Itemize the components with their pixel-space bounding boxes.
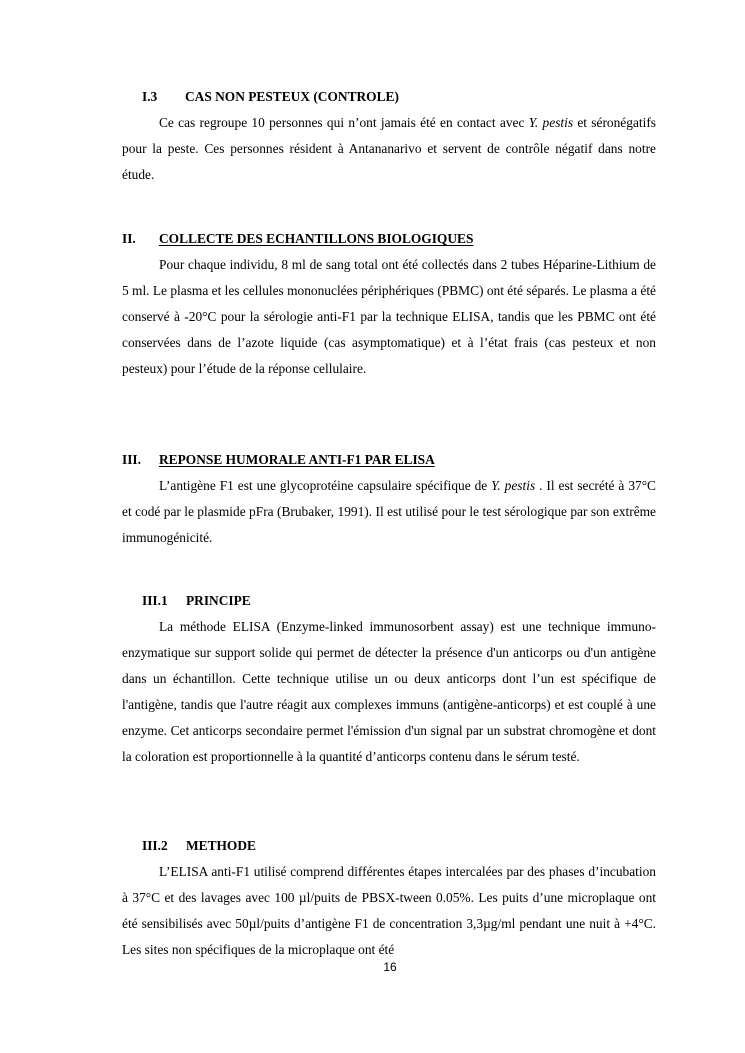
species-name: Y. pestis [491,478,536,493]
section-number: II. [122,231,136,246]
paragraph-iii [122,473,656,551]
section-heading-iii2 [142,838,256,854]
section-number: III. [122,452,141,467]
section-heading-ii [122,231,473,247]
section-heading-i3 [142,89,399,105]
page-number: 16 [383,960,397,974]
section-number: I.3 [142,89,158,104]
section-title: METHODE [186,838,256,853]
text-run: Ce cas regroupe 10 personnes qui n’ont jamais été en contact avec [159,115,529,130]
section-number: III.2 [142,838,168,853]
text-run: . Il est secrété à 37°C et codé par le plasmide pFra (Brubaker, 1991). Il est utilisé pour le test sérologique par son extrême immunogénicité. [122,478,656,545]
species-name: Y. pestis [528,115,574,130]
paragraph-iii1: La méthode ELISA (Enzyme-linked immunosorbent assay) est une technique immuno-enzymatique sur support solide qui permet de détecter la présence d'un anticorps ou d'un antigène dans un échantillon. Cette technique utilise un ou deux anticorps dont l’un est spécifique de l'antigène, tandis que l'autre réagit aux complexes immuns (antigène-anticorps) et est couplé à une enzyme. Cet anticorps secondaire permet l'émission d'un signal par un substrat chromogène et dont la coloration est proportionnelle à la quantité d’anticorps contenu dans le sérum testé. [122,619,656,764]
section-title: COLLECTE DES ECHANTILLONS BIOLOGIQUES [159,231,474,246]
section-title: REPONSE HUMORALE ANTI-F1 PAR ELISA [159,452,435,467]
text-run: et séronégatifs pour la peste. Ces personnes résident à Antananarivo et servent de contrôle négatif dans notre étude. [122,115,656,182]
paragraph-ii: Pour chaque individu, 8 ml de sang total ont été collectés dans 2 tubes Héparine-Lithium de 5 ml. Le plasma et les cellules mononuclées périphériques (PBMC) ont été séparés. Le plasma a été conservé à -20°C pour la sérologie anti-F1 par la technique ELISA, tandis que les PBMC ont été conservées dans de l’azote liquide (cas asymptomatique) et à l’état frais (cas pesteux et non pesteux) pour l’étude de la réponse cellulaire. [122,257,656,376]
text-run: L’antigène F1 est une glycoprotéine capsulaire spécifique de [159,478,492,493]
paragraph-iii2: L’ELISA anti-F1 utilisé comprend différentes étapes intercalées par des phases d’incubation à 37°C et des lavages avec 100 µl/puits de PBSX-tween 0.05%. Les puits d’une microplaque ont été sensibilisés avec 50µl/puits d’antigène F1 de concentration 3,3µg/ml pendant une nuit à +4°C. Les sites non spécifiques de la microplaque ont été [122,864,656,957]
section-title: CAS NON PESTEUX (CONTROLE) [185,89,399,104]
section-heading-iii1 [142,593,251,609]
section-number: III.1 [142,593,168,608]
section-heading-iii [122,452,435,468]
section-title: PRINCIPE [186,593,251,608]
paragraph-i3 [122,110,656,188]
